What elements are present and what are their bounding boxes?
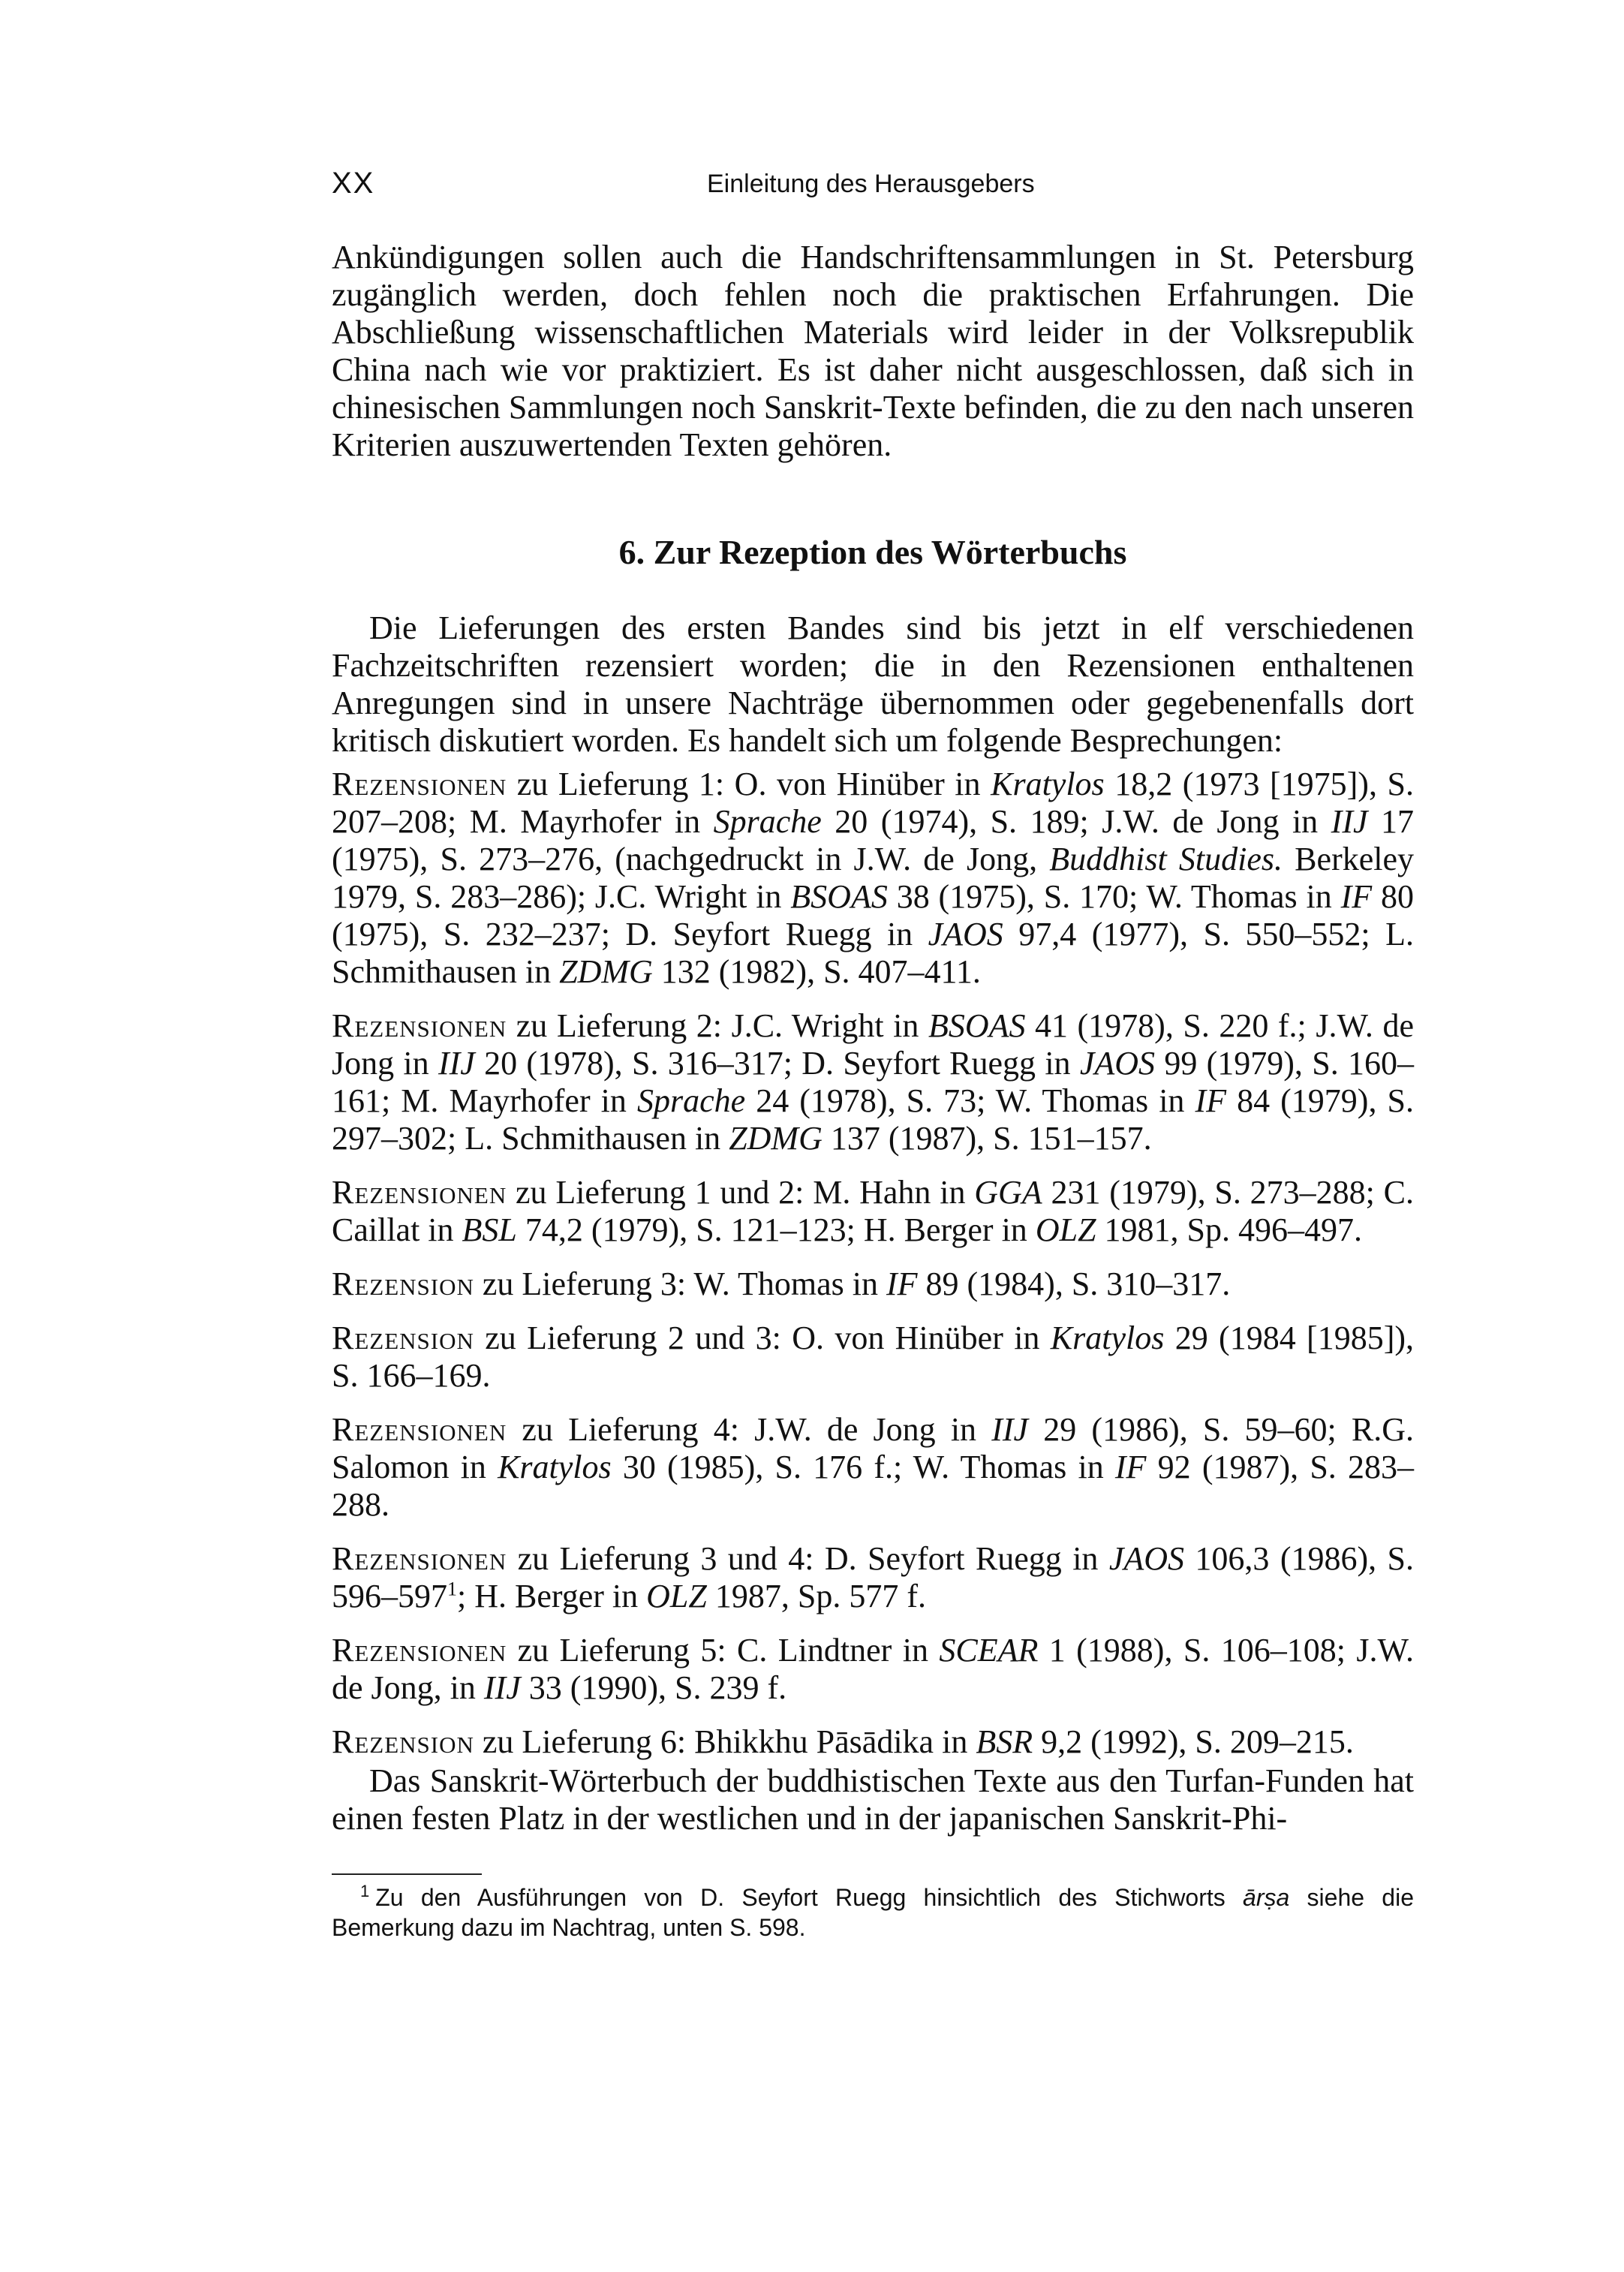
running-title: Einleitung des Herausgebers	[707, 170, 1035, 198]
review-label: Rezensionen	[332, 1540, 507, 1577]
review-entry: Rezensionen zu Lieferung 1: O. von Hinüber in Kratylos 18,2 (1973 [1975]), S. 207–208; M. Mayrhofer in Sprache 20 (1974), S. 189; J.W. de Jong in IIJ 17 (1975), S. 273–276, (nachgedruckt in J.W. de Jong, Buddhist Studies. Berkeley 1979, S. 283–286); J.C. Wright in BSOAS 38 (1975), S. 170; W. Thomas in IF 80 (1975), S. 232–237; D. Seyfort Ruegg in JAOS 97,4 (1977), S. 550–552; L. Schmithausen in ZDMG 132 (1982), S. 407–411.	[332, 766, 1415, 990]
journal-title: JAOS	[1079, 1045, 1156, 1082]
journal-title: ZDMG	[729, 1120, 823, 1157]
journal-title: IF	[1195, 1082, 1227, 1119]
journal-title: BSOAS	[790, 878, 888, 915]
journal-title: BSOAS	[928, 1007, 1026, 1044]
review-entry: Rezensionen zu Lieferung 1 und 2: M. Hahn in GGA 231 (1979), S. 273–288; C. Caillat in BSL 74,2 (1979), S. 121–123; H. Berger in OLZ 1981, Sp. 496–497.	[332, 1174, 1414, 1248]
journal-title: Kratylos	[991, 766, 1105, 802]
body-paragraph-final: Das Sanskrit-Wörterbuch der buddhistischen Texte aus den Turfan-Funden hat einen festen Platz in der westlichen und in der japanischen Sanskrit-Phi-	[332, 1762, 1414, 1837]
review-list	[332, 766, 1414, 1777]
journal-title: ZDMG	[559, 953, 653, 990]
review-label: Rezensionen	[332, 1174, 507, 1211]
review-entry: Rezensionen zu Lieferung 3 und 4: D. Seyfort Ruegg in JAOS 106,3 (1986), S. $596-597^1$; H. Berger in OLZ 1987, Sp. 577 f.	[332, 1540, 1415, 1614]
review-entry: Rezension zu Lieferung 3: W. Thomas in IF 89 (1984), S. 310–317.	[332, 1265, 1231, 1302]
journal-title: IF	[886, 1265, 918, 1302]
review-entry: Rezension zu Lieferung 6: Bhikkhu Pāsādika in BSR 9,2 (1992), S. 209–215.	[332, 1723, 1354, 1760]
review-label: Rezensionen	[332, 766, 507, 802]
review-entry: Rezensionen zu Lieferung 4: J.W. de Jong in IIJ 29 (1986), S. 59–60; R.G. Salomon in Kratylos 30 (1985), S. 176 f.; W. Thomas in IF 92 (1987), S. 283–288.	[332, 1411, 1414, 1523]
journal-title: IF	[1340, 878, 1373, 915]
journal-title: BSR	[976, 1723, 1033, 1760]
journal-title: Kratylos	[498, 1449, 612, 1485]
journal-title: OLZ	[1035, 1211, 1096, 1248]
journal-title: GGA	[974, 1174, 1042, 1211]
review-entry: Rezension zu Lieferung 2 und 3: O. von Hinüber in Kratylos 29 (1984 [1985]), S. 166–169.	[332, 1320, 1414, 1394]
footnote-divider	[332, 1873, 482, 1875]
section-heading: 6. Zur Rezeption des Wörterbuchs	[618, 533, 1127, 571]
journal-title: Kratylos	[1050, 1320, 1165, 1356]
body-paragraph-1: Ankündigungen sollen auch die Handschriftensammlungen in St. Petersburg zugänglich werden, doch fehlen noch die praktischen Erfahrungen. Die Abschließung wissenschaftlichen Materials wird leider in der Volksrepublik China nach wie vor praktiziert. Es ist daher nicht ausgeschlossen, daß sich in chinesischen Sammlungen noch Sanskrit-Texte befinden, die zu den nach unseren Kriterien auszuwertenden Texten gehören.	[332, 239, 1414, 463]
journal-title: OLZ	[646, 1578, 707, 1614]
footnote-marker: 1	[360, 1882, 370, 1901]
running-head	[332, 167, 1414, 212]
page-number: XX	[332, 167, 375, 200]
journal-title: JAOS	[928, 916, 1003, 952]
body-paragraph-2: Die Lieferungen des ersten Bandes sind bis jetzt in elf verschiedenen Fachzeitschriften rezensiert worden; die in den Rezensionen enthaltenen Anregungen sind in unsere Nachträge übernommen oder gegebenenfalls dort kritisch diskutiert worden. Es handelt sich um folgende Besprechungen:	[332, 609, 1414, 759]
journal-title: Sprache	[713, 803, 822, 840]
journal-title: Sprache	[636, 1082, 746, 1119]
review-label: Rezensionen	[332, 1007, 507, 1044]
review-label: Rezension	[332, 1723, 474, 1760]
journal-title: ārṣa	[1243, 1884, 1290, 1911]
journal-title: SCEAR	[939, 1632, 1039, 1669]
journal-title: IF	[1114, 1449, 1147, 1485]
footnote-reference: 1	[447, 1578, 457, 1600]
review-label: Rezension	[332, 1265, 474, 1302]
review-label: Rezensionen	[332, 1632, 507, 1669]
footnote: $^1$ Zu den Ausführungen von D. Seyfort Ruegg hinsichtlich des Stichworts ārṣa siehe die Bemerkung dazu im Nachtrag, unten S. 598.	[332, 1882, 1414, 1941]
review-entry: Rezensionen zu Lieferung 2: J.C. Wright in BSOAS 41 (1978), S. 220 f.; J.W. de Jong in IIJ 20 (1978), S. 316–317; D. Seyfort Ruegg in JAOS 99 (1979), S. 160–161; M. Mayrhofer in Sprache 24 (1978), S. 73; W. Thomas in IF 84 (1979), S. 297–302; L. Schmithausen in ZDMG 137 (1987), S. 151–157.	[332, 1007, 1414, 1157]
journal-title: BSL	[462, 1211, 517, 1248]
journal-title: Buddhist Studies.	[1049, 841, 1283, 877]
journal-title: IIJ	[991, 1411, 1029, 1448]
review-label: Rezension	[332, 1320, 474, 1356]
journal-title: IIJ	[1331, 803, 1368, 840]
review-entry: Rezensionen zu Lieferung 5: C. Lindtner in SCEAR 1 (1988), S. 106–108; J.W. de Jong, in IIJ 33 (1990), S. 239 f.	[332, 1632, 1414, 1706]
review-label: Rezensionen	[332, 1411, 507, 1448]
journal-title: JAOS	[1108, 1540, 1185, 1577]
journal-title: IIJ	[438, 1045, 475, 1082]
journal-title: IIJ	[483, 1669, 521, 1706]
